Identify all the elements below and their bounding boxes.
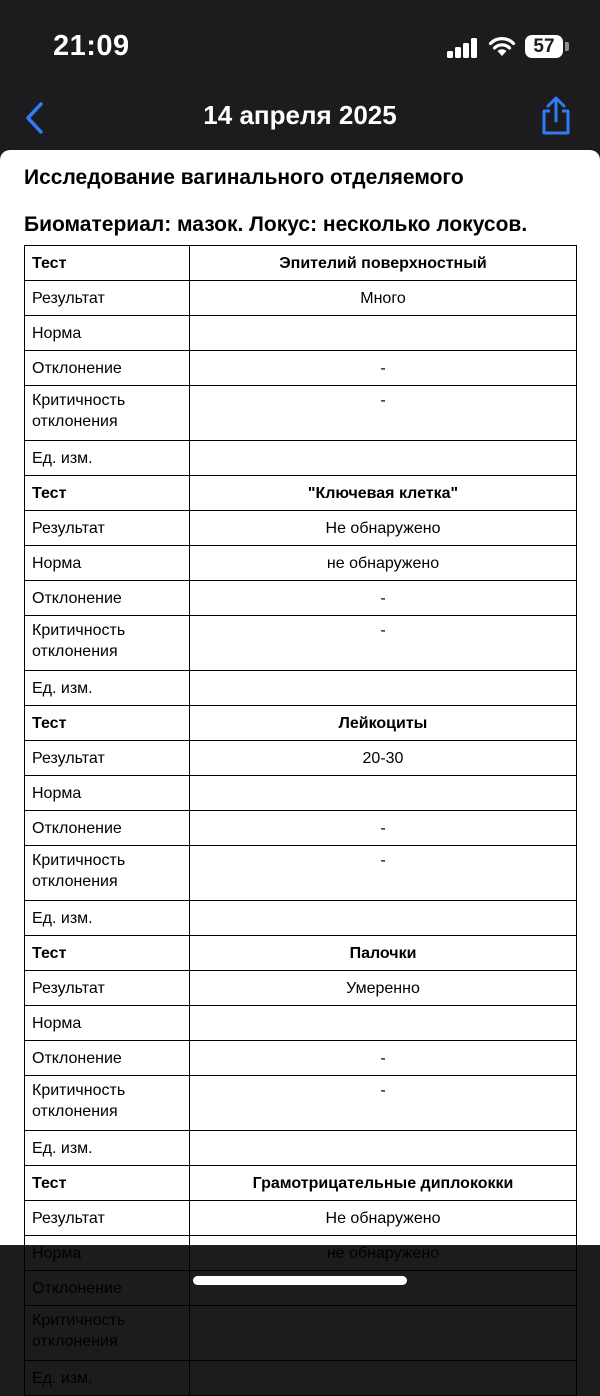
table-row (25, 441, 577, 476)
share-button[interactable] (536, 94, 576, 138)
test-header-row (25, 476, 577, 511)
page-title: 14 апреля 2025 (203, 100, 397, 130)
test-name: Лейкоциты (190, 706, 577, 741)
row-label-norm: Норма (25, 776, 190, 811)
table-row (25, 1041, 577, 1076)
test-result-value: Не обнаружено (190, 1201, 577, 1236)
battery-icon (525, 35, 569, 58)
results-table (24, 245, 577, 1396)
row-label-criticality: Критичность отклонения (25, 1306, 190, 1361)
test-name: Палочки (190, 936, 577, 971)
test-result-value: 20-30 (190, 741, 577, 776)
row-label-norm: Норма (25, 546, 190, 581)
home-indicator (193, 1276, 407, 1285)
table-row (25, 846, 577, 901)
test-deviation-value: - (190, 811, 577, 846)
table-row (25, 741, 577, 776)
document-subtitle: Биоматериал: мазок. Локус: несколько локусов. (24, 213, 528, 236)
row-label-unit: Ед. изм. (25, 441, 190, 476)
row-label-deviation: Отклонение (25, 581, 190, 616)
table-row (25, 546, 577, 581)
table-row (25, 1201, 577, 1236)
test-unit-value (190, 1131, 577, 1166)
table-row (25, 281, 577, 316)
table-row (25, 901, 577, 936)
table-row (25, 581, 577, 616)
table-row (25, 1076, 577, 1131)
test-unit-value (190, 671, 577, 706)
table-row (25, 1006, 577, 1041)
row-label-test: Тест (25, 246, 190, 281)
table-row (25, 1131, 577, 1166)
test-norm-value: не обнаружено (190, 546, 577, 581)
table-row (25, 776, 577, 811)
row-label-criticality: Критичность отклонения (25, 1076, 190, 1131)
test-name: Грамотрицательные диплококки (190, 1166, 577, 1201)
row-label-criticality: Критичность отклонения (25, 616, 190, 671)
row-label-deviation: Отклонение (25, 811, 190, 846)
row-label-result: Результат (25, 741, 190, 776)
test-criticality-value (190, 1306, 577, 1361)
test-header-row (25, 936, 577, 971)
row-label-norm: Норма (25, 316, 190, 351)
table-row (25, 511, 577, 546)
row-label-unit: Ед. изм. (25, 671, 190, 706)
test-criticality-value: - (190, 616, 577, 671)
test-criticality-value: - (190, 1076, 577, 1131)
document-sheet[interactable] (0, 150, 600, 1387)
table-row (25, 1361, 577, 1396)
test-norm-value (190, 316, 577, 351)
row-label-deviation: Отклонение (25, 1041, 190, 1076)
test-unit-value (190, 901, 577, 936)
navigation-bar (0, 90, 600, 150)
row-label-unit: Ед. изм. (25, 1131, 190, 1166)
test-deviation-value: - (190, 1041, 577, 1076)
row-label-test: Тест (25, 936, 190, 971)
test-header-row (25, 246, 577, 281)
row-label-result: Результат (25, 511, 190, 546)
battery-level: 57 (525, 35, 563, 58)
share-icon (536, 94, 576, 138)
test-name: Эпителий поверхностный (190, 246, 577, 281)
test-result-value: Не обнаружено (190, 511, 577, 546)
table-row (25, 316, 577, 351)
test-deviation-value: - (190, 351, 577, 386)
row-label-unit: Ед. изм. (25, 1361, 190, 1396)
test-result-value: Много (190, 281, 577, 316)
row-label-deviation: Отклонение (25, 351, 190, 386)
status-time: 21:09 (53, 30, 130, 62)
table-row (25, 1306, 577, 1361)
test-norm-value: не обнаружено (190, 1236, 577, 1271)
test-criticality-value: - (190, 386, 577, 441)
test-norm-value (190, 1006, 577, 1041)
status-bar (0, 0, 600, 90)
table-row (25, 616, 577, 671)
table-row (25, 1236, 577, 1271)
row-label-result: Результат (25, 1201, 190, 1236)
row-label-test: Тест (25, 706, 190, 741)
row-label-deviation: Отклонение (25, 1271, 190, 1306)
table-row (25, 971, 577, 1006)
test-unit-value (190, 1361, 577, 1396)
table-row (25, 351, 577, 386)
test-header-row (25, 1166, 577, 1201)
cellular-signal-icon (447, 38, 479, 58)
row-label-test: Тест (25, 476, 190, 511)
test-norm-value (190, 776, 577, 811)
test-criticality-value: - (190, 846, 577, 901)
row-label-result: Результат (25, 281, 190, 316)
test-unit-value (190, 441, 577, 476)
row-label-norm: Норма (25, 1236, 190, 1271)
test-result-value: Умеренно (190, 971, 577, 1006)
table-row (25, 671, 577, 706)
row-label-test: Тест (25, 1166, 190, 1201)
wifi-icon (487, 34, 517, 58)
row-label-norm: Норма (25, 1006, 190, 1041)
table-row (25, 811, 577, 846)
test-header-row (25, 706, 577, 741)
test-name: "Ключевая клетка" (190, 476, 577, 511)
table-row (25, 386, 577, 441)
document-title: Исследование вагинального отделяемого (24, 166, 464, 189)
row-label-criticality: Критичность отклонения (25, 386, 190, 441)
test-deviation-value: - (190, 581, 577, 616)
row-label-criticality: Критичность отклонения (25, 846, 190, 901)
row-label-unit: Ед. изм. (25, 901, 190, 936)
row-label-result: Результат (25, 971, 190, 1006)
